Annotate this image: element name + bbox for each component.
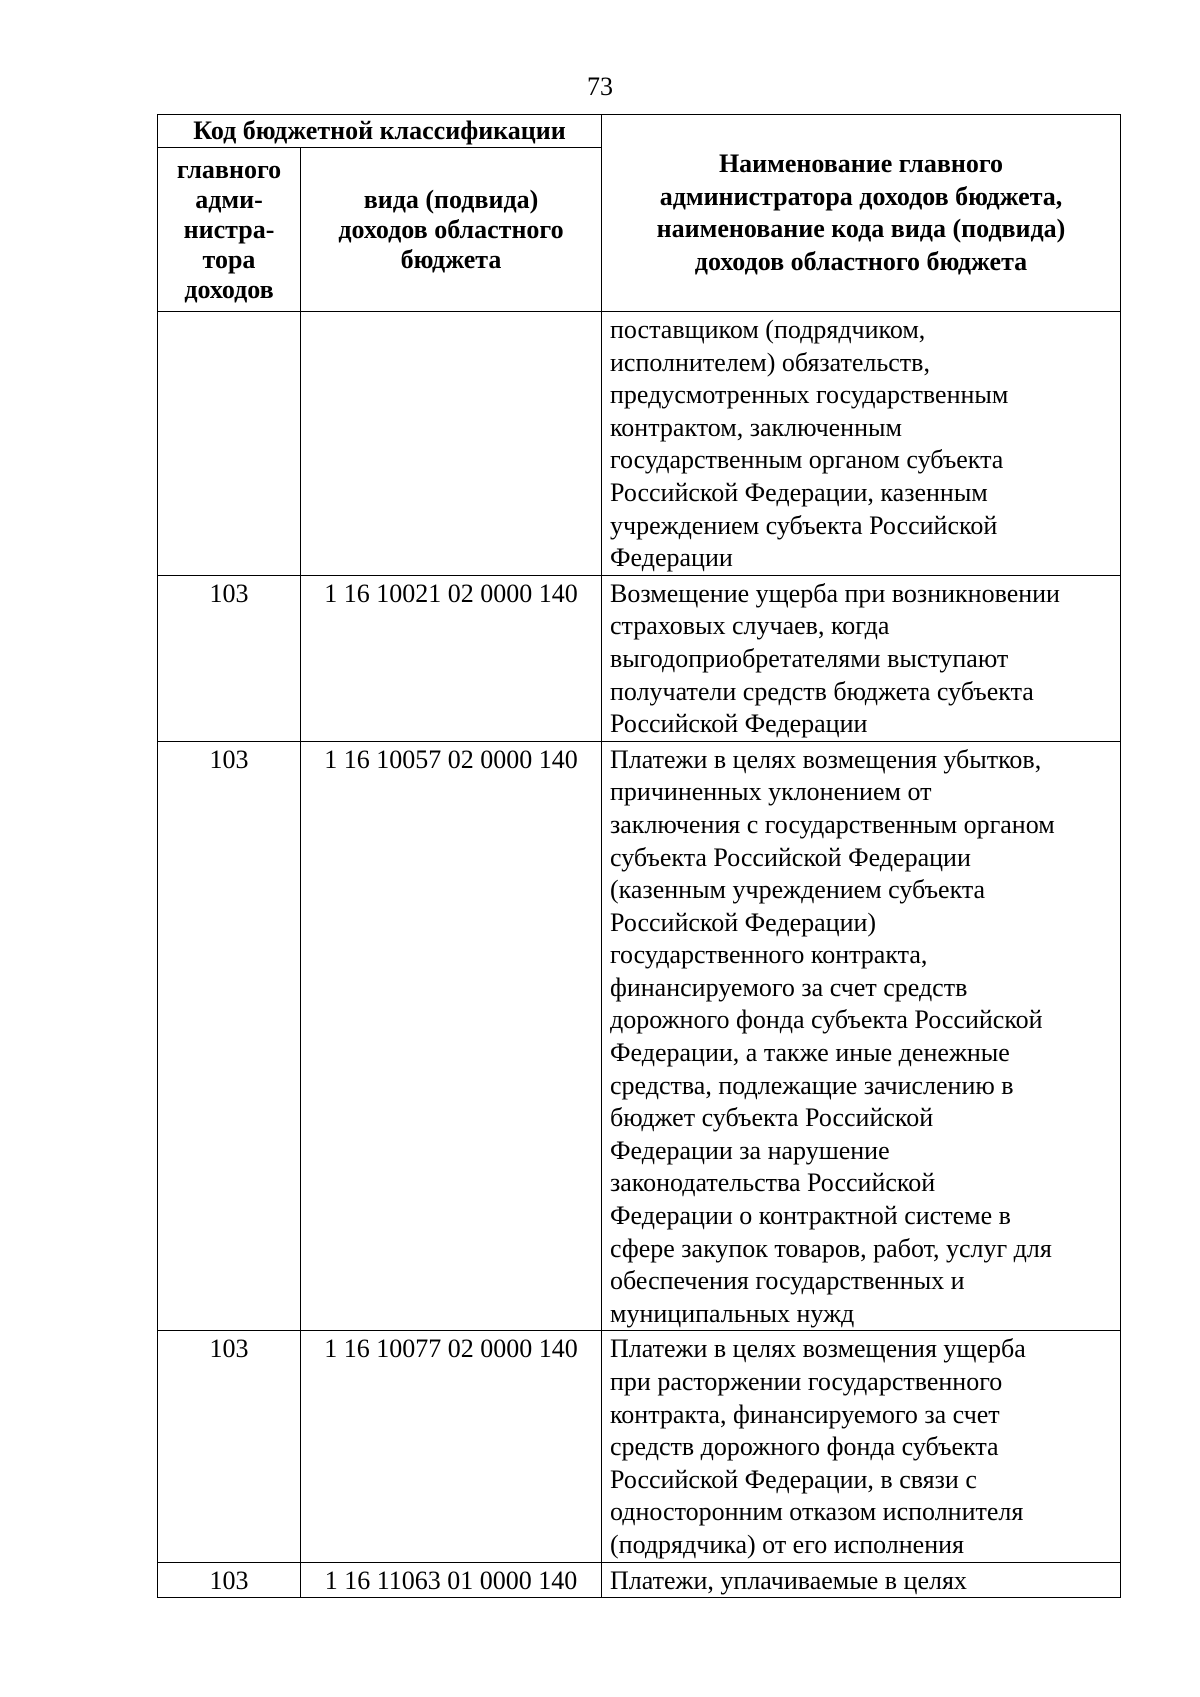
header-code-text: вида (подвида) доходов областного бюджета <box>338 184 564 274</box>
header-budget-classification-code: Код бюджетной классификации <box>158 115 602 148</box>
table-row <box>158 575 1121 741</box>
income-code-cell: 1 16 11063 01 0000 140 <box>301 1562 602 1598</box>
description-text: Платежи, уплачиваемые в целях <box>610 1565 967 1595</box>
income-code-cell <box>301 312 602 576</box>
description-text: Возмещение ущерба при возникновении страховых случаев, когда выгодоприобретателями выступают получатели средств бюджета субъекта Российской Федерации <box>610 578 1060 739</box>
description-text: Платежи в целях возмещения убытков, причиненных уклонением от заключения с государственным органом субъекта Российской Федерации (казенным учреждением субъекта Российской Федерации) государственного контракта, финансируемого за счет средств дорожного фонда субъекта Российской Федерации, а также иные денежные средства, подлежащие зачислению в бюджет субъекта Российской Федерации за нарушение законодательства Российской Федерации о контрактной системе в сфере закупок товаров, работ, услуг для обеспечения государственных и муниципальных нужд <box>610 744 1055 1328</box>
admin-code-cell <box>158 312 301 576</box>
admin-code-cell: 103 <box>158 1331 301 1562</box>
description-cell <box>602 575 1121 741</box>
header-row-group <box>158 115 1121 148</box>
table-body <box>158 312 1121 1598</box>
table-row <box>158 1331 1121 1562</box>
header-admin-text: главного адми- нистра- тора доходов <box>176 154 282 304</box>
income-code-cell: 1 16 10077 02 0000 140 <box>301 1331 602 1562</box>
table-header <box>158 115 1121 312</box>
description-text: поставщиком (подрядчиком, исполнителем) обязательств, предусмотренных государственным контрактом, заключенным государственным органом субъекта Российской Федерации, казенным учреждением субъекта Российской Федерации <box>610 315 1009 573</box>
page-number: 73 <box>587 72 613 101</box>
description-cell <box>602 741 1121 1331</box>
table-row <box>158 741 1121 1331</box>
admin-code-cell: 103 <box>158 1562 301 1598</box>
income-code-cell: 1 16 10057 02 0000 140 <box>301 741 602 1331</box>
budget-classification-table <box>157 114 1121 1598</box>
description-text: Платежи в целях возмещения ущерба при расторжении государственного контракта, финансируемого за счет средств дорожного фонда субъекта Российской Федерации, в связи с односторонним отказом исполнителя (подрядчика) от его исполнения <box>610 1334 1026 1559</box>
header-name-text: Наименование главного администратора доходов бюджета, наименование кода вида (подвида) доходов областного бюджета <box>656 149 1066 276</box>
header-admin-column <box>158 148 301 312</box>
admin-code-cell: 103 <box>158 575 301 741</box>
table-row <box>158 1562 1121 1598</box>
admin-code-cell: 103 <box>158 741 301 1331</box>
table-row <box>158 312 1121 576</box>
income-code-cell: 1 16 10021 02 0000 140 <box>301 575 602 741</box>
description-cell <box>602 312 1121 576</box>
header-code-column <box>301 148 602 312</box>
description-cell <box>602 1562 1121 1598</box>
description-cell <box>602 1331 1121 1562</box>
header-name-column <box>602 115 1121 312</box>
